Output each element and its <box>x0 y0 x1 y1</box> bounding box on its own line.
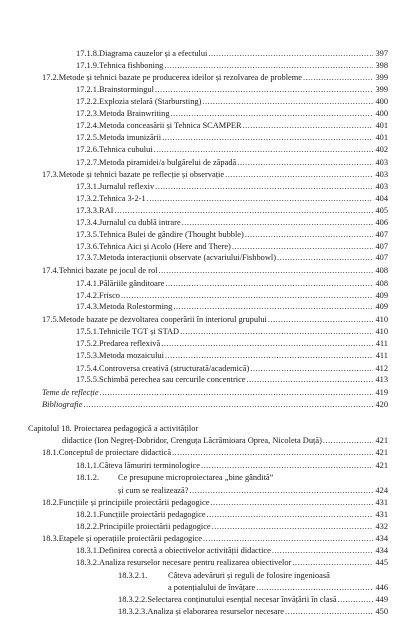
toc-entry-title: Teme de reflecție <box>42 388 99 397</box>
toc-leader-dots <box>189 486 373 496</box>
toc-entry-title: Metoda Rolestorming <box>99 302 173 311</box>
toc-page-number: 399 <box>375 85 388 94</box>
toc-entry-title: Analiza resurselor necesare pentru realizarea obiectivelor <box>99 558 292 567</box>
toc-page-number: 407 <box>375 253 388 262</box>
toc-page-number: 432 <box>375 522 388 531</box>
toc-entry[interactable] <box>76 109 388 119</box>
toc-entry[interactable] <box>76 97 388 107</box>
toc-page-number: 403 <box>375 170 388 179</box>
toc-leader-dots <box>83 400 373 410</box>
toc-page-number: 431 <box>375 510 388 519</box>
toc-page-number: 424 <box>375 486 388 495</box>
toc-page-number: 406 <box>375 218 388 227</box>
toc-entry-number: 17.2.7. <box>76 158 100 167</box>
toc-leader-dots <box>202 97 373 107</box>
toc-page-number: 408 <box>375 279 388 288</box>
toc-entry-title: și cum se realizează? <box>118 486 189 495</box>
toc-entry-title: Metode și tehnici bazate pe reflecție și observație <box>58 170 225 179</box>
toc-leader-dots <box>285 607 373 617</box>
toc-entry[interactable] <box>76 182 388 192</box>
toc-page-number: 421 <box>375 448 388 457</box>
toc-entry-number: 17.3.4. <box>76 218 100 227</box>
toc-leader-dots <box>182 218 373 228</box>
toc-entry-number: 17.3.2. <box>76 194 100 203</box>
toc-leader-dots <box>232 242 373 252</box>
toc-page-number: 407 <box>375 242 388 251</box>
toc-entry[interactable] <box>62 436 388 446</box>
toc-page-number: 401 <box>375 133 388 142</box>
toc-entry[interactable] <box>76 473 388 483</box>
toc-page-number: 421 <box>375 461 388 470</box>
toc-page-number: 408 <box>375 266 388 275</box>
toc-page-number: 421 <box>375 436 388 445</box>
toc-entry[interactable] <box>76 351 388 361</box>
toc-entry[interactable] <box>76 461 388 471</box>
toc-leader-dots <box>207 510 373 520</box>
toc-entry-title: Ce presupune microproiectarea „bine gândită” <box>118 473 274 482</box>
toc-entry-number: 18.3.2.2. <box>118 595 148 604</box>
toc-entry[interactable] <box>76 546 388 556</box>
toc-leader-dots <box>225 170 373 180</box>
toc-leader-dots <box>323 436 373 446</box>
toc-entry-number: 18.3.2. <box>76 558 100 567</box>
toc-page-number: 397 <box>375 49 388 58</box>
toc-entry-title: Câteva lămuriri terminologice <box>99 461 200 470</box>
toc-entry[interactable] <box>76 279 388 289</box>
toc-entry-number: 18.3. <box>42 534 59 543</box>
toc-entry-number: 17.2.2. <box>76 97 100 106</box>
toc-entry[interactable] <box>42 170 388 180</box>
toc-entry[interactable] <box>118 607 388 617</box>
toc-entry[interactable] <box>42 315 388 325</box>
toc-entry[interactable] <box>76 218 388 228</box>
toc-leader-dots <box>165 351 373 361</box>
toc-entry-number: 18.2. <box>42 498 59 507</box>
toc-entry-title: Capitolul 18. Proiectarea pedagogică a activităților <box>28 424 199 433</box>
toc-entry-title: Tehnica cubului <box>99 145 153 154</box>
toc-entry[interactable] <box>42 388 388 398</box>
toc-entry-title: Tehnici bazate pe jocul de rol <box>58 266 158 275</box>
toc-page-number: 405 <box>375 206 388 215</box>
toc-page-number: 449 <box>375 595 388 604</box>
toc-entry-title: Predarea reflexivă <box>99 339 161 348</box>
toc-entry-title: Tehnica fishboning <box>99 61 164 70</box>
toc-entry-number: 17.2.6. <box>76 145 100 154</box>
toc-page-number: 420 <box>375 400 388 409</box>
toc-page-number: 402 <box>375 145 388 154</box>
toc-entry-number: 17.4. <box>42 266 59 275</box>
toc-entry-number: 17.5. <box>42 315 59 324</box>
toc-entry-number: 18.3.2.3. <box>118 607 148 616</box>
toc-page-number: 409 <box>375 302 388 311</box>
toc-entry-number: 18.2.2. <box>76 522 100 531</box>
toc-page-number: 404 <box>375 194 388 203</box>
toc-entry-number: 17.4.2. <box>76 291 100 300</box>
toc-page-number: 401 <box>375 121 388 130</box>
toc-leader-dots <box>250 364 373 374</box>
toc-entry-title: Câteva adevăruri și reguli de folosire ingenioasă <box>168 571 330 580</box>
toc-leader-dots <box>210 498 373 508</box>
toc-page-number: 410 <box>375 315 388 324</box>
toc-entry-title: Funcțiile proiectării pedagogice <box>99 510 206 519</box>
toc-entry-title: Explozia stelară (Starbursting) <box>99 97 202 106</box>
toc-entry-number: 17.5.1. <box>76 327 100 336</box>
toc-entry[interactable] <box>168 583 388 593</box>
toc-page-number: 413 <box>375 375 388 384</box>
toc-entry-title: Schimbă perechea sau cercurile concentrice <box>99 375 246 384</box>
toc-leader-dots <box>243 121 373 131</box>
toc-entry-title: Metode și tehnici bazate pe producerea ideilor și rezolvarea de probleme <box>58 73 302 82</box>
toc-entry[interactable] <box>42 266 388 276</box>
toc-entry-title: RAI <box>99 206 114 215</box>
toc-entry-number: 17.5.5. <box>76 375 100 384</box>
toc-entry[interactable] <box>118 595 388 605</box>
toc-leader-dots <box>155 182 373 192</box>
toc-entry[interactable] <box>28 424 388 434</box>
toc-leader-dots <box>256 583 373 593</box>
toc-entry[interactable] <box>76 291 388 301</box>
toc-entry-title: Metoda imunizării <box>99 133 162 142</box>
toc-entry[interactable] <box>76 558 388 568</box>
toc-leader-dots <box>164 61 373 71</box>
toc-entry-number: 18.3.1. <box>76 546 100 555</box>
toc-entry-number: 17.5.3. <box>76 351 100 360</box>
toc-entry-number: 17.3.6. <box>76 242 100 251</box>
toc-entry[interactable] <box>42 400 388 410</box>
toc-leader-dots <box>247 375 373 385</box>
toc-entry[interactable] <box>76 206 388 216</box>
toc-page-number: 398 <box>375 61 388 70</box>
toc-entry-number: 17.1.9. <box>76 61 100 70</box>
toc-entry-number: 17.3.1. <box>76 182 100 191</box>
toc-page-number: 419 <box>375 388 388 397</box>
toc-page-number: 411 <box>375 351 388 360</box>
toc-entry[interactable] <box>76 242 388 252</box>
toc-leader-dots <box>237 158 373 168</box>
toc-leader-dots <box>165 279 373 289</box>
toc-leader-dots <box>201 461 373 471</box>
toc-entry[interactable] <box>76 230 388 240</box>
toc-page-number: 407 <box>375 230 388 239</box>
toc-entry[interactable] <box>76 522 388 532</box>
toc-leader-dots <box>208 49 373 59</box>
toc-page-number: 450 <box>375 607 388 616</box>
toc-entry-title: Metoda mozaicului <box>99 351 164 360</box>
toc-entry-title: Metoda Brainwriting <box>99 109 170 118</box>
toc-page-number: 400 <box>375 97 388 106</box>
toc-leader-dots <box>114 206 373 216</box>
toc-entry-number: 18.1.1. <box>76 461 100 470</box>
toc-leader-dots <box>303 73 373 83</box>
toc-entry[interactable] <box>42 498 388 508</box>
toc-entry[interactable] <box>76 302 388 312</box>
toc-leader-dots <box>161 339 373 349</box>
toc-entry-number: 18.2.1. <box>76 510 100 519</box>
toc-entry[interactable] <box>76 158 388 168</box>
toc-leader-dots <box>172 448 373 458</box>
toc-leader-dots <box>180 327 373 337</box>
toc-page-number: 434 <box>375 534 388 543</box>
toc-page-number: 399 <box>375 73 388 82</box>
toc-entry[interactable] <box>76 253 388 263</box>
toc-page-number: 445 <box>375 558 388 567</box>
toc-leader-dots <box>292 558 373 568</box>
toc-entry-title: Bibliografie <box>42 400 83 409</box>
toc-leader-dots <box>147 194 373 204</box>
toc-entry-number: 17.3.3. <box>76 206 100 215</box>
toc-leader-dots <box>268 315 373 325</box>
toc-page-number: 411 <box>375 339 388 348</box>
toc-entry-number: 17.2.3. <box>76 109 100 118</box>
toc-entry-title: Metoda interacțiunii observate (acvariului/Fishbowl) <box>99 253 277 262</box>
toc-entry[interactable] <box>42 448 388 458</box>
toc-leader-dots <box>338 595 373 605</box>
toc-entry[interactable] <box>76 133 388 143</box>
toc-entry[interactable] <box>76 49 388 59</box>
toc-entry-number: 17.3.7. <box>76 253 100 262</box>
toc-entry-title: Metode bazate pe dezvoltarea cooperării în interiorul grupului <box>58 315 267 324</box>
toc-entry-title: didactice (Ion Negreț-Dobridor, Crenguța Lăcrămioara Oprea, Nicoleta Duță) <box>62 436 322 445</box>
toc-leader-dots <box>155 85 373 95</box>
toc-leader-dots <box>173 302 373 312</box>
toc-leader-dots <box>203 534 373 544</box>
toc-entry-number: 17.3. <box>42 170 59 179</box>
toc-entry-number: 17.1.8. <box>76 49 100 58</box>
toc-entry-title: Etapele și operațiile proiectării pedagogice <box>58 534 202 543</box>
toc-leader-dots <box>272 546 373 556</box>
toc-leader-dots <box>100 388 373 398</box>
toc-entry[interactable] <box>76 85 388 95</box>
toc-leader-dots <box>212 522 373 532</box>
toc-entry-number: 17.2.5. <box>76 133 100 142</box>
toc-entry-number: 17.4.1. <box>76 279 100 288</box>
toc-entry-title: Funcțiile și principiile proiectării pedagogice <box>58 498 210 507</box>
toc-entry-title: Metoda conceasării și Tehnica SCAMPER <box>99 121 242 130</box>
toc-entry-number: 18.1. <box>42 448 59 457</box>
toc-leader-dots <box>121 291 373 301</box>
toc-page-number: 403 <box>375 158 388 167</box>
toc-entry-number: 17.5.2. <box>76 339 100 348</box>
toc-entry-title: Jurnalul reflexiv <box>99 182 155 191</box>
toc-entry-number: 17.4.3. <box>76 302 100 311</box>
toc-entry-title: Tehnica Aici și Acolo (Here and There) <box>99 242 231 251</box>
toc-leader-dots <box>245 230 373 240</box>
toc-entry-title: Definirea corectă a obiectivelor activității didactice <box>99 546 271 555</box>
toc-page-number: 446 <box>375 583 388 592</box>
toc-entry-title: Analiza și elaborarea resurselor necesare <box>147 607 285 616</box>
toc-leader-dots <box>277 253 373 263</box>
toc-entry-title: Diagrama cauzelor și a efectului <box>99 49 208 58</box>
toc-entry[interactable] <box>42 534 388 544</box>
toc-entry[interactable] <box>76 145 388 155</box>
toc-page-number: 434 <box>375 546 388 555</box>
toc-entry[interactable] <box>42 73 388 83</box>
toc-entry-title: Principiile proiectării pedagogice <box>99 522 211 531</box>
toc-entry[interactable] <box>76 364 388 374</box>
toc-entry[interactable] <box>76 121 388 131</box>
toc-entry-title: a potențialului de învățare <box>168 583 256 592</box>
toc-entry[interactable] <box>76 339 388 349</box>
toc-entry-title: Controversa creativă (structurată/academică) <box>99 364 250 373</box>
toc-entry[interactable] <box>118 486 388 496</box>
toc-entry-number: 17.5.4. <box>76 364 100 373</box>
toc-entry-number: 17.2.4. <box>76 121 100 130</box>
toc-entry[interactable] <box>118 571 388 581</box>
toc-page-number: 400 <box>375 109 388 118</box>
toc-page-number: 412 <box>375 364 388 373</box>
toc-entry-title: Conceptul de proiectare didactică <box>58 448 172 457</box>
toc-entry-title: Selectarea conținutului esențial necesar învățării în clasă <box>147 595 337 604</box>
toc-entry-number: 17.3.5. <box>76 230 100 239</box>
toc-entry-title: Tehnica Bulei de gândire (Thought bubble) <box>99 230 244 239</box>
toc-page-number: 431 <box>375 498 388 507</box>
toc-entry[interactable] <box>76 510 388 520</box>
toc-entry-title: Frisco <box>99 291 120 300</box>
toc-page-number: 403 <box>375 182 388 191</box>
toc-entry-title: Tehnica 3-2-1 <box>99 194 146 203</box>
toc-entry-number: 17.2. <box>42 73 59 82</box>
toc-entry[interactable] <box>76 327 388 337</box>
toc-entry-title: Metoda piramidei/a bulgărelui de zăpadă <box>99 158 237 167</box>
toc-leader-dots <box>171 109 373 119</box>
toc-leader-dots <box>154 145 373 155</box>
toc-page-number: 410 <box>375 327 388 336</box>
toc-entry[interactable] <box>76 194 388 204</box>
toc-entry-title: Jurnalul cu dublă intrare <box>99 218 181 227</box>
toc-entry-title: Brainstormingul <box>99 85 154 94</box>
toc-leader-dots <box>158 266 373 276</box>
toc-entry-title: Pălăriile gânditoare <box>99 279 165 288</box>
toc-page-number: 409 <box>375 291 388 300</box>
toc-leader-dots <box>162 133 373 143</box>
toc-entry[interactable] <box>76 375 388 385</box>
toc-entry-number: 17.2.1. <box>76 85 100 94</box>
toc-entry-title: Tehnicile TGT și STAD <box>99 327 180 336</box>
toc-entry[interactable] <box>76 61 388 71</box>
toc-entry-number: 18.1.2. <box>76 473 100 482</box>
toc-entry-number: 18.3.2.1. <box>118 571 148 580</box>
